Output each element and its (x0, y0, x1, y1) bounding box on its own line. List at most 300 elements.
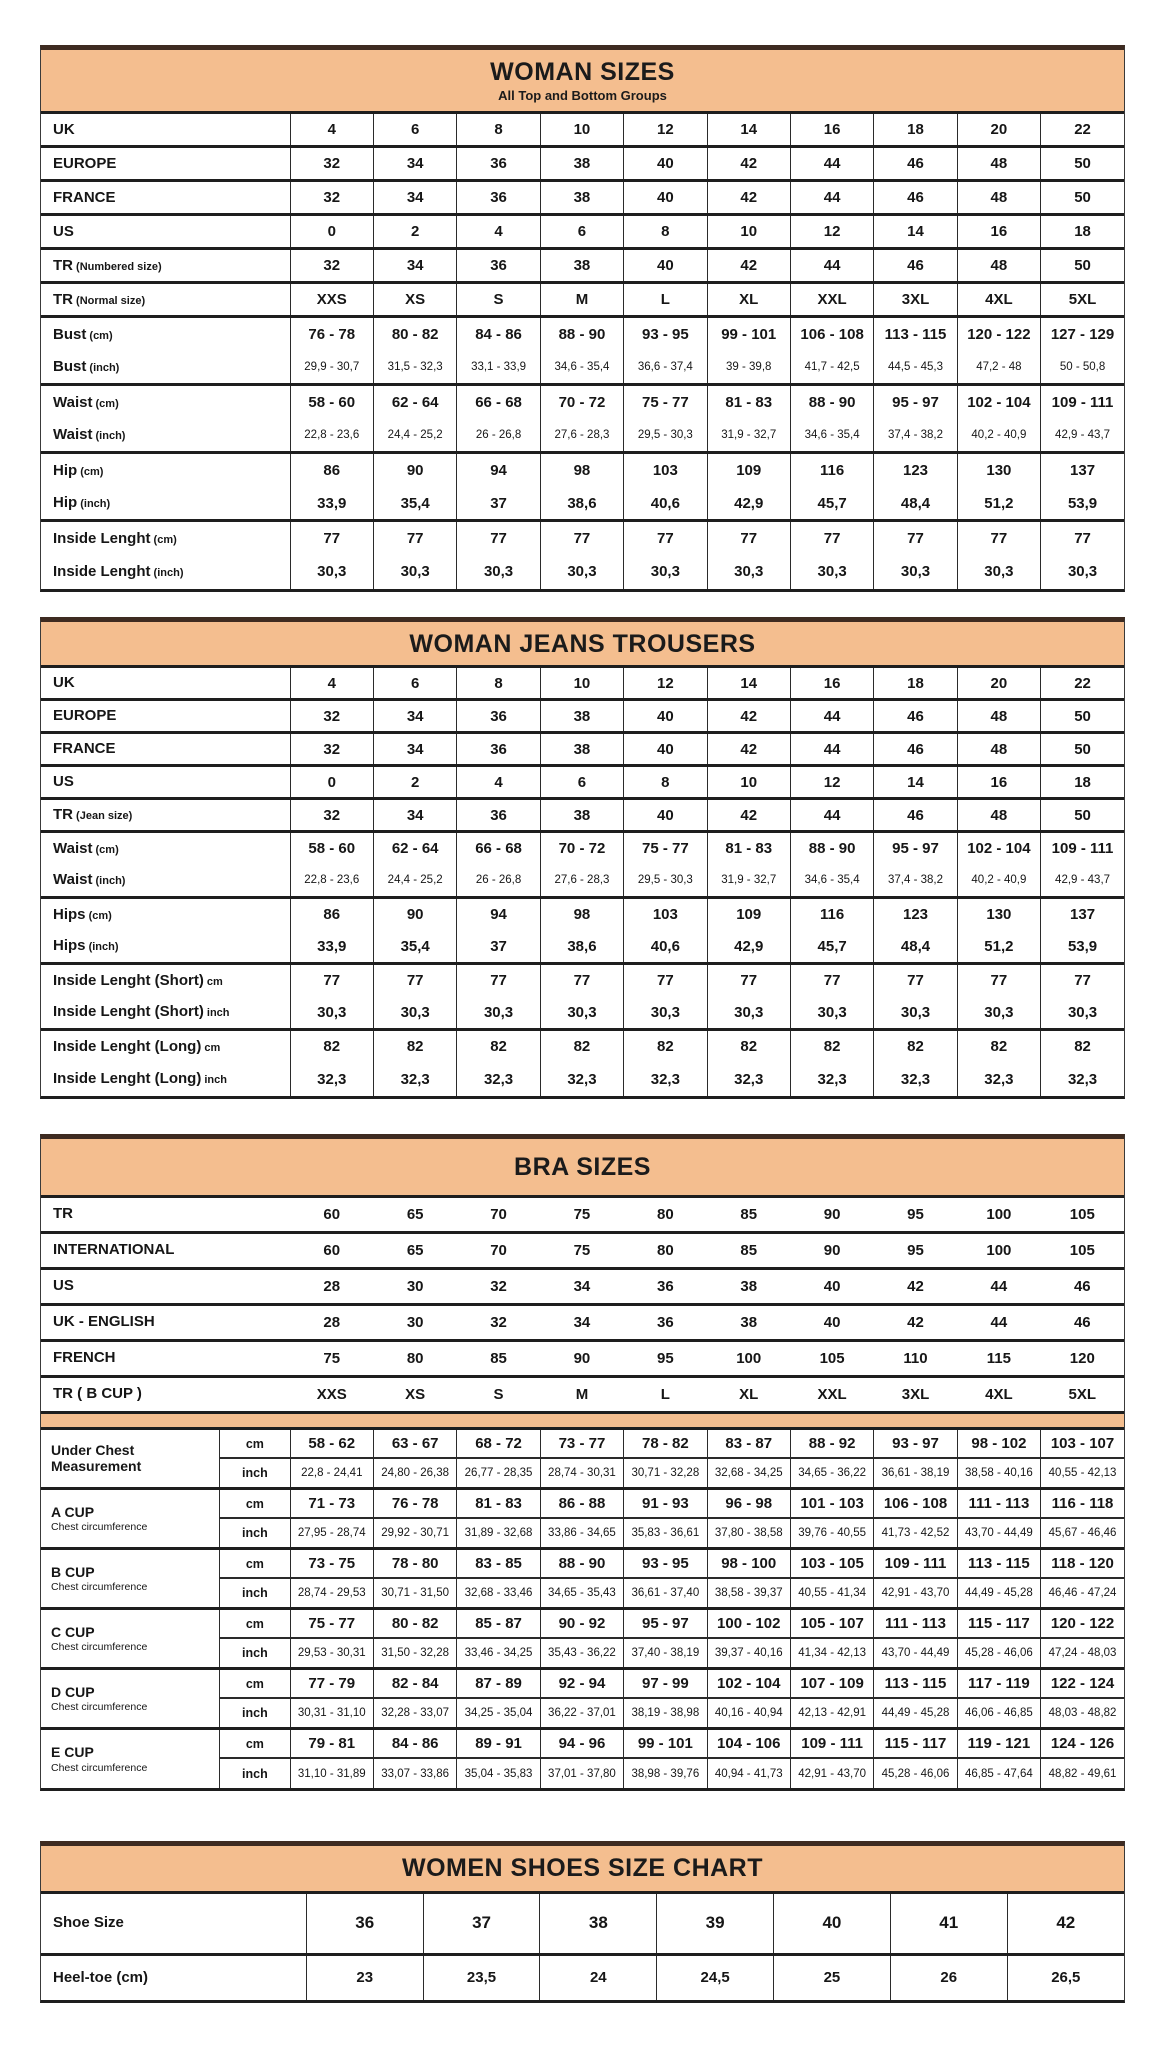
size-cell: 8 (624, 215, 707, 249)
size-cell: 40 (624, 147, 707, 181)
size-cell: 42 (707, 181, 790, 215)
size-cell: 32 (290, 700, 373, 733)
woman-sizes-table (40, 45, 1125, 592)
size-cell: 66 - 68 (457, 385, 540, 419)
size-cell: 46,46 - 47,24 (1041, 1578, 1124, 1608)
size-cell: 93 - 95 (624, 1548, 707, 1578)
size-cell: 6 (373, 113, 456, 147)
row-label: Waist (inch) (53, 871, 126, 889)
size-cell: 30,3 (373, 997, 456, 1030)
size-cell: 30,3 (1041, 555, 1124, 589)
size-cell: 14 (707, 113, 790, 147)
size-cell: 4XL (957, 1376, 1040, 1412)
size-cell: 65 (373, 1196, 456, 1232)
size-cell: 20 (957, 113, 1040, 147)
size-cell: 98 - 102 (957, 1428, 1040, 1458)
size-cell: 80 (624, 1196, 707, 1232)
size-cell: 70 - 72 (540, 832, 623, 865)
size-cell: 98 - 100 (707, 1548, 790, 1578)
table-row (41, 521, 1124, 555)
size-cell: 40,94 - 41,73 (707, 1758, 790, 1788)
size-cell: 77 (874, 964, 957, 997)
table-title: WOMAN JEANS TROUSERS (409, 629, 756, 658)
size-cell: 113 - 115 (874, 317, 957, 351)
row-label: US (41, 766, 290, 799)
size-cell: 82 (540, 1030, 623, 1063)
bra-sizes-table (40, 1134, 1125, 1792)
size-cell: 120 - 122 (957, 317, 1040, 351)
size-cell: 42,9 (707, 487, 790, 521)
size-cell: 37 (457, 931, 540, 964)
size-cell: 40,55 - 41,34 (790, 1578, 873, 1608)
row-label: Hip (cm) (41, 453, 290, 487)
size-cell: 77 (373, 964, 456, 997)
size-cell: 32,3 (624, 1063, 707, 1096)
size-cell: 35,4 (373, 487, 456, 521)
row-label: TR (Numbered size) (41, 249, 290, 283)
size-cell: 82 (1041, 1030, 1124, 1063)
size-cell: 40 (624, 799, 707, 832)
size-cell: 103 - 105 (790, 1548, 873, 1578)
row-label: Heel-toe (cm) (41, 1954, 306, 2000)
size-cell: 101 - 103 (790, 1488, 873, 1518)
size-cell: 18 (874, 113, 957, 147)
woman-jeans-grid (41, 665, 1124, 1096)
table-subtitle: All Top and Bottom Groups (498, 88, 667, 104)
row-label: FRANCE (41, 181, 290, 215)
size-cell: 36 (457, 147, 540, 181)
size-cell: 34 (373, 733, 456, 766)
size-cell: 14 (874, 766, 957, 799)
size-cell: 10 (707, 215, 790, 249)
table-row (41, 931, 1124, 964)
size-cell: 99 - 101 (707, 317, 790, 351)
size-cell: 38,19 - 38,98 (624, 1698, 707, 1728)
unit-cell: inch (220, 1638, 290, 1668)
size-cell: 77 - 79 (290, 1668, 373, 1698)
size-cell: 80 (624, 1232, 707, 1268)
size-cell: 77 (874, 521, 957, 555)
size-cell: 90 (790, 1196, 873, 1232)
table-row (41, 1340, 1124, 1376)
size-cell: 48 (957, 733, 1040, 766)
size-cell: 40,2 - 40,9 (957, 419, 1040, 453)
size-cell: 29,9 - 30,7 (290, 351, 373, 385)
size-cell: 42,13 - 42,91 (790, 1698, 873, 1728)
size-cell: 137 (1041, 898, 1124, 931)
unit-cell: cm (220, 1548, 290, 1578)
size-cell: 33,46 - 34,25 (457, 1638, 540, 1668)
size-cell: XXS (290, 283, 373, 317)
size-cell: 30,3 (373, 555, 456, 589)
size-cell: 46 (874, 799, 957, 832)
size-cell: 46 (874, 147, 957, 181)
size-cell: 82 - 84 (373, 1668, 456, 1698)
cup-label: C CUP Chest circumference (41, 1608, 220, 1668)
table-row (41, 1376, 1124, 1412)
size-cell: 34 (540, 1304, 623, 1340)
size-cell: 137 (1041, 453, 1124, 487)
size-cell: 51,2 (957, 487, 1040, 521)
size-cell: 30,3 (624, 555, 707, 589)
size-cell: 12 (790, 766, 873, 799)
size-cell: 32,3 (790, 1063, 873, 1096)
size-cell: 4 (290, 667, 373, 700)
size-cell: 50 (1041, 249, 1124, 283)
size-cell: 32 (290, 147, 373, 181)
size-cell: 27,6 - 28,3 (540, 419, 623, 453)
size-cell: 81 - 83 (457, 1488, 540, 1518)
size-cell: 32,3 (457, 1063, 540, 1096)
size-cell: 44 (790, 799, 873, 832)
size-cell: 35,43 - 36,22 (540, 1638, 623, 1668)
table-row (41, 1954, 1124, 2000)
size-cell: 78 - 80 (373, 1548, 456, 1578)
size-cell: 80 - 82 (373, 317, 456, 351)
size-cell: 79 - 81 (290, 1728, 373, 1758)
size-cell: 30,3 (790, 555, 873, 589)
size-cell: 18 (1041, 766, 1124, 799)
unit-cell: inch (220, 1518, 290, 1548)
row-label: Waist (cm) (41, 832, 290, 865)
size-cell: 77 (1041, 521, 1124, 555)
size-cell: 42 (707, 147, 790, 181)
table-row (41, 1196, 1124, 1232)
row-label: Inside Lenght (Long) cm (41, 1030, 290, 1063)
size-cell: 37,40 - 38,19 (624, 1638, 707, 1668)
unit-cell: cm (220, 1728, 290, 1758)
size-cell: 40 (624, 733, 707, 766)
size-cell: 95 (874, 1232, 957, 1268)
size-cell: 44,49 - 45,28 (874, 1698, 957, 1728)
size-cell: 58 - 60 (290, 385, 373, 419)
size-cell: 44,49 - 45,28 (957, 1578, 1040, 1608)
size-cell: 16 (957, 766, 1040, 799)
size-cell: 48 (957, 799, 1040, 832)
size-cell: 103 (624, 898, 707, 931)
size-cell: 115 - 117 (957, 1608, 1040, 1638)
size-cell: 27,6 - 28,3 (540, 865, 623, 898)
size-cell: 48,03 - 48,82 (1041, 1698, 1124, 1728)
size-cell: 65 (373, 1232, 456, 1268)
size-cell: 6 (540, 215, 623, 249)
size-cell: 38,58 - 39,37 (707, 1578, 790, 1608)
size-cell: 38 (540, 1892, 657, 1954)
size-cell: 47,24 - 48,03 (1041, 1638, 1124, 1668)
size-cell: 38,58 - 40,16 (957, 1458, 1040, 1488)
cup-label: B CUP Chest circumference (41, 1548, 220, 1608)
size-cell: 32,3 (1041, 1063, 1124, 1096)
size-cell: 117 - 119 (957, 1668, 1040, 1698)
size-cell: 130 (957, 453, 1040, 487)
size-cell: 98 (540, 898, 623, 931)
size-cell: 82 (790, 1030, 873, 1063)
size-cell: 42,91 - 43,70 (874, 1578, 957, 1608)
table-row (41, 181, 1124, 215)
size-cell: 38 (707, 1304, 790, 1340)
row-label: TR ( B CUP ) (41, 1376, 290, 1412)
size-cell: 31,5 - 32,3 (373, 351, 456, 385)
size-cell: 75 - 77 (624, 832, 707, 865)
row-label: UK - ENGLISH (41, 1304, 290, 1340)
size-cell: 75 (540, 1232, 623, 1268)
cup-label: Under Chest Measurement (41, 1428, 220, 1488)
unit-cell: cm (220, 1668, 290, 1698)
size-cell: XS (373, 283, 456, 317)
size-cell: 86 (290, 898, 373, 931)
size-cell: 90 (373, 453, 456, 487)
size-cell: 75 - 77 (290, 1608, 373, 1638)
size-cell: 22,8 - 24,41 (290, 1458, 373, 1488)
size-cell: 36 (457, 181, 540, 215)
size-cell: 0 (290, 766, 373, 799)
size-cell: 42 (1007, 1892, 1124, 1954)
size-cell: 28,74 - 29,53 (290, 1578, 373, 1608)
size-cell: 28 (290, 1268, 373, 1304)
size-cell: 36,6 - 37,4 (624, 351, 707, 385)
size-cell: 123 (874, 898, 957, 931)
size-cell: 88 - 90 (790, 385, 873, 419)
size-cell: XL (707, 1376, 790, 1412)
table-row (41, 1608, 1124, 1638)
size-cell: 32,68 - 33,46 (457, 1578, 540, 1608)
size-cell: 30,3 (957, 997, 1040, 1030)
table-row (41, 1892, 1124, 1954)
size-cell: 42 (707, 733, 790, 766)
table-row (41, 317, 1124, 351)
size-cell: 122 - 124 (1041, 1668, 1124, 1698)
woman-jeans-header (41, 622, 1124, 665)
table-row (41, 667, 1124, 700)
row-label: Bust (inch) (53, 358, 120, 375)
size-cell: 34,6 - 35,4 (540, 351, 623, 385)
size-cell: 33,1 - 33,9 (457, 351, 540, 385)
size-cell: 30,71 - 31,50 (373, 1578, 456, 1608)
table-row (41, 1488, 1124, 1518)
row-label: Inside Lenght (Short) cm (41, 964, 290, 997)
size-cell: 60 (290, 1232, 373, 1268)
size-cell: 48 (957, 249, 1040, 283)
row-label: UK (41, 667, 290, 700)
size-cell: 30,3 (790, 997, 873, 1030)
size-cell: 115 (957, 1340, 1040, 1376)
size-cell: 77 (624, 521, 707, 555)
unit-cell: inch (220, 1758, 290, 1788)
size-cell: 16 (790, 667, 873, 700)
size-cell: 40 (624, 249, 707, 283)
size-cell: 23,5 (423, 1954, 540, 2000)
size-cell: 118 - 120 (1041, 1548, 1124, 1578)
size-cell: 26,5 (1007, 1954, 1124, 2000)
size-cell: 42,9 - 43,7 (1041, 419, 1124, 453)
size-cell: 30 (373, 1304, 456, 1340)
size-cell: 31,50 - 32,28 (373, 1638, 456, 1668)
size-cell: 87 - 89 (457, 1668, 540, 1698)
size-cell: 110 (874, 1340, 957, 1376)
size-cell: 28 (290, 1304, 373, 1340)
size-cell: 41,34 - 42,13 (790, 1638, 873, 1668)
size-cell: 50 (1041, 700, 1124, 733)
size-cell: 63 - 67 (373, 1428, 456, 1458)
size-cell: 50 (1041, 147, 1124, 181)
size-cell: 40 (624, 181, 707, 215)
size-cell: 40,2 - 40,9 (957, 865, 1040, 898)
size-cell: 90 (790, 1232, 873, 1268)
shoes-size-header (41, 1846, 1124, 1890)
size-cell: 95 - 97 (874, 385, 957, 419)
row-label: US (41, 1268, 290, 1304)
size-cell: 77 (707, 964, 790, 997)
size-cell: 85 (707, 1232, 790, 1268)
size-cell: 40 (790, 1268, 873, 1304)
size-cell: 115 - 117 (874, 1728, 957, 1758)
table-row (41, 283, 1124, 317)
size-cell: 53,9 (1041, 487, 1124, 521)
table-row (41, 113, 1124, 147)
cup-label: A CUP Chest circumference (41, 1488, 220, 1548)
size-cell: 51,2 (957, 931, 1040, 964)
size-cell: 109 - 111 (1041, 385, 1124, 419)
size-cell: 77 (957, 521, 1040, 555)
size-cell: 75 (540, 1196, 623, 1232)
size-cell: 70 - 72 (540, 385, 623, 419)
size-cell: 44 (957, 1268, 1040, 1304)
size-cell: 70 (457, 1196, 540, 1232)
table-title: BRA SIZES (514, 1152, 651, 1181)
size-cell: 90 (540, 1340, 623, 1376)
size-cell: 88 - 90 (540, 1548, 623, 1578)
row-label: Hip (inch) (53, 494, 111, 511)
size-cell: 36,61 - 38,19 (874, 1458, 957, 1488)
size-cell: 62 - 64 (373, 385, 456, 419)
size-cell: 30,3 (1041, 997, 1124, 1030)
table-row (41, 215, 1124, 249)
size-cell: 30,3 (457, 555, 540, 589)
size-cell: 104 - 106 (707, 1728, 790, 1758)
size-cell: 30,3 (874, 997, 957, 1030)
size-cell: 38,98 - 39,76 (624, 1758, 707, 1788)
size-cell: 30,3 (707, 997, 790, 1030)
size-cell: 18 (1041, 215, 1124, 249)
size-cell: XXL (790, 283, 873, 317)
size-cell: 32,28 - 33,07 (373, 1698, 456, 1728)
size-cell: 42 (874, 1268, 957, 1304)
table-row (41, 733, 1124, 766)
size-cell: 10 (707, 766, 790, 799)
size-cell: 44 (790, 700, 873, 733)
size-cell: 29,5 - 30,3 (624, 865, 707, 898)
size-cell: 85 - 87 (457, 1608, 540, 1638)
size-cell: 127 - 129 (1041, 317, 1124, 351)
size-cell: 36,61 - 37,40 (624, 1578, 707, 1608)
size-cell: 113 - 115 (874, 1668, 957, 1698)
table-row (41, 1728, 1124, 1758)
size-cell: 36 (624, 1268, 707, 1304)
size-cell: 30,31 - 31,10 (290, 1698, 373, 1728)
size-cell: 50 - 50,8 (1041, 351, 1124, 385)
size-cell: 43,70 - 44,49 (957, 1518, 1040, 1548)
size-cell: 45,7 (790, 931, 873, 964)
row-label: Hips (inch) (53, 937, 119, 955)
size-cell: 42 (707, 249, 790, 283)
table-row (41, 1304, 1124, 1340)
cup-label: E CUP Chest circumference (41, 1728, 220, 1788)
size-cell: 44 (790, 249, 873, 283)
size-cell: 32 (290, 733, 373, 766)
size-cell: 82 (624, 1030, 707, 1063)
size-cell: 30,3 (540, 555, 623, 589)
size-cell: 113 - 115 (957, 1548, 1040, 1578)
size-cell: 30,3 (290, 555, 373, 589)
size-cell: 37,4 - 38,2 (874, 419, 957, 453)
size-cell: 30,3 (707, 555, 790, 589)
size-cell: 33,07 - 33,86 (373, 1758, 456, 1788)
size-cell: 34,65 - 36,22 (790, 1458, 873, 1488)
shoes-size-grid (41, 1891, 1124, 2001)
size-cell: 109 - 111 (1041, 832, 1124, 865)
size-cell: 37,4 - 38,2 (874, 865, 957, 898)
size-cell: 89 - 91 (457, 1728, 540, 1758)
size-cell: 94 (457, 898, 540, 931)
size-cell: 48 (957, 181, 1040, 215)
size-cell: 30,3 (874, 555, 957, 589)
divider-strip (41, 1412, 1124, 1428)
row-label: Waist (cm) (41, 385, 290, 419)
size-cell: 48,82 - 49,61 (1041, 1758, 1124, 1788)
table-row (41, 249, 1124, 283)
unit-cell: inch (220, 1698, 290, 1728)
row-label: Inside Lenght (Short) inch (53, 1003, 230, 1021)
size-cell: 8 (624, 766, 707, 799)
size-cell: 45,67 - 46,46 (1041, 1518, 1124, 1548)
size-cell: 38 (540, 181, 623, 215)
size-cell: 40 (774, 1892, 891, 1954)
size-cell: 45,28 - 46,06 (874, 1758, 957, 1788)
size-cell: 24,5 (657, 1954, 774, 2000)
size-cell: 24 (540, 1954, 657, 2000)
unit-cell: inch (220, 1578, 290, 1608)
size-cell: 48 (957, 147, 1040, 181)
size-cell: 82 (290, 1030, 373, 1063)
size-cell: 31,10 - 31,89 (290, 1758, 373, 1788)
size-cell: 44 (790, 733, 873, 766)
size-cell: 76 - 78 (290, 317, 373, 351)
size-cell: 44 (790, 147, 873, 181)
size-cell: 77 (1041, 964, 1124, 997)
size-cell: 3XL (874, 283, 957, 317)
size-cell: 83 - 87 (707, 1428, 790, 1458)
size-cell: 39 (657, 1892, 774, 1954)
size-cell: 85 (707, 1196, 790, 1232)
size-cell: 109 (707, 898, 790, 931)
size-cell: 12 (790, 215, 873, 249)
size-cell: 58 - 60 (290, 832, 373, 865)
row-label: FRENCH (41, 1340, 290, 1376)
size-cell: 103 (624, 453, 707, 487)
size-cell: 48 (957, 700, 1040, 733)
size-cell: 38 (540, 249, 623, 283)
size-cell: 45,28 - 46,06 (957, 1638, 1040, 1668)
size-cell: 102 - 104 (707, 1668, 790, 1698)
size-cell: 30,71 - 32,28 (624, 1458, 707, 1488)
unit-cell: cm (220, 1488, 290, 1518)
size-cell: 119 - 121 (957, 1728, 1040, 1758)
size-cell: 34 (540, 1268, 623, 1304)
table-row (41, 964, 1124, 997)
size-cell: 84 - 86 (457, 317, 540, 351)
table-row (41, 997, 1124, 1030)
size-cell: 0 (290, 215, 373, 249)
